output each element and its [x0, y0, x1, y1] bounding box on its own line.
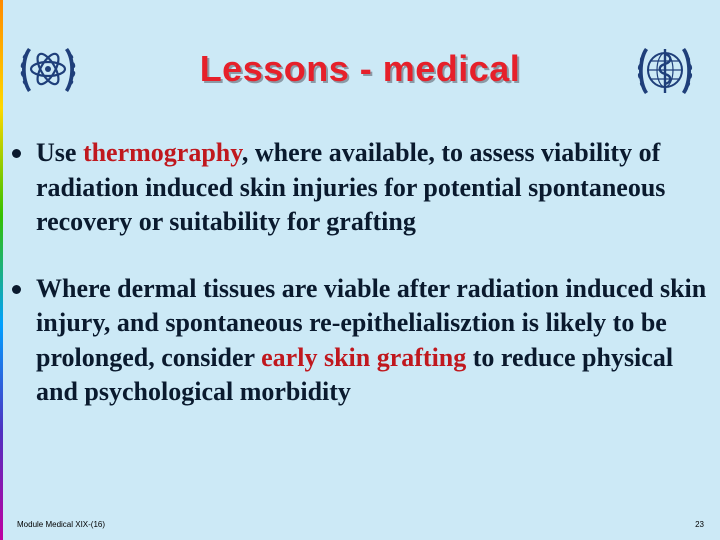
bullet-dot-icon — [12, 285, 21, 294]
bullet-skin-grafting — [0, 272, 720, 410]
bullet-text-after: to reduce physical and psychological morbidity — [36, 342, 674, 406]
bullet-list — [0, 136, 720, 410]
bullet-text-after: , where available, to assess viability of radiation induced skin injuries for potential spontaneous recovery or suitability for grafting — [36, 138, 666, 236]
page-number: 23 — [695, 520, 704, 529]
bullet-thermography — [0, 136, 720, 240]
slide-title: Lessons - medical — [199, 48, 521, 89]
who-emblem-logo-icon — [634, 40, 696, 102]
highlight-term: thermography — [82, 138, 242, 167]
bullet-text-before: Use — [36, 138, 83, 167]
module-footer: Module Medical XIX-(16) — [17, 520, 106, 529]
highlight-term: early skin grafting — [261, 342, 467, 372]
bullet-dot-icon — [12, 149, 21, 158]
bullet-text-before: Where dermal tissues are viable after radiation induced skin injury, and spontaneous re-epithelialisztion is likely to be prolonged, consider — [36, 273, 707, 372]
